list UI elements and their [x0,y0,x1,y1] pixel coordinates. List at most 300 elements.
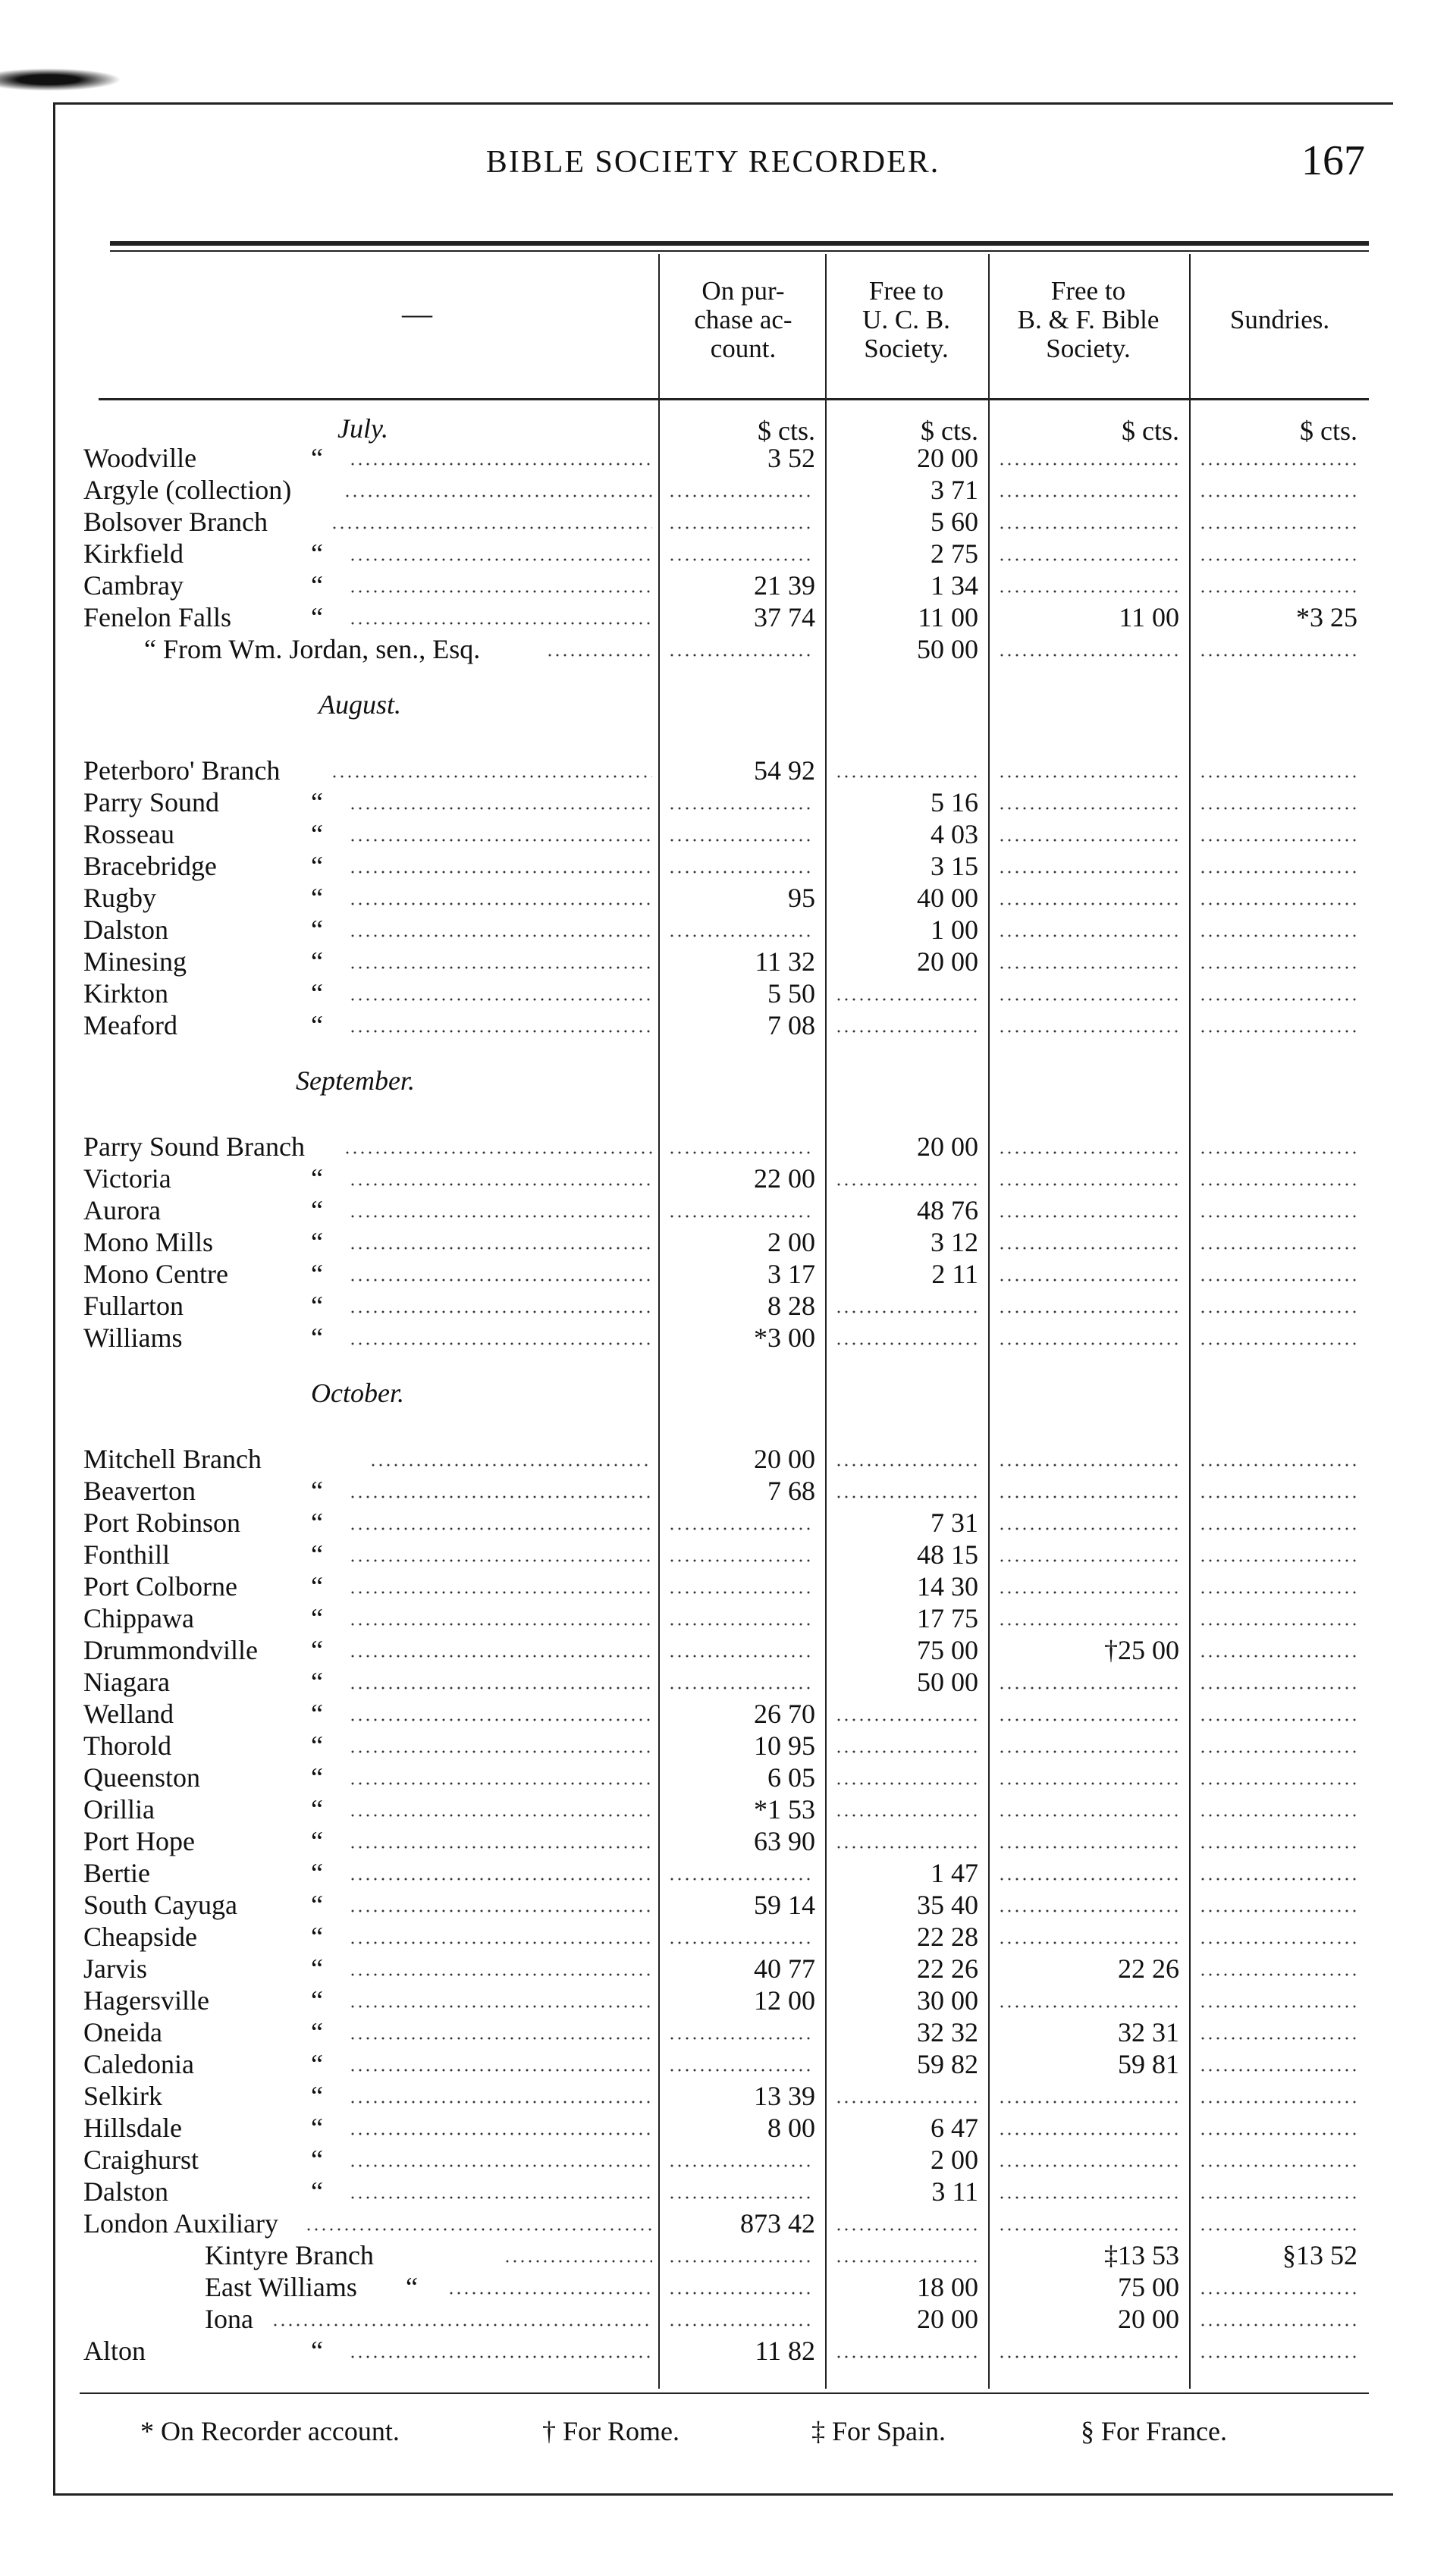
ditto-mark: “ [311,1476,323,1506]
ditto-mark: “ [311,787,323,817]
empty-cell-dots [1199,1559,1361,1562]
place-name: Beaverton [83,1476,196,1506]
empty-cell-dots [1199,1814,1361,1817]
table-row [0,2304,1450,2334]
leader-dots [349,1215,652,1218]
place-name: Bracebridge [83,851,217,881]
amount-cell: 20 00 [917,443,978,473]
empty-cell-dots [1199,1909,1361,1912]
empty-cell-dots [998,1247,1179,1250]
empty-cell-dots [1199,2355,1361,2358]
empty-cell-dots [1199,807,1361,810]
table-row [0,2145,1450,2175]
place-name: Rugby [83,883,157,913]
amount-cell: 2 75 [931,538,978,569]
place-name: Williams [83,1323,183,1353]
table-row [0,1635,1450,1665]
amount-cell: 50 00 [917,634,978,664]
table-row [0,1508,1450,1538]
amount-cell: *1 53 [754,1794,815,1825]
table-row [0,851,1450,881]
ditto-mark: “ [311,1953,323,1984]
ditto-mark: “ [311,1794,323,1825]
table-row [0,978,1450,1009]
empty-cell-dots [998,871,1179,874]
amount-cell: 3 15 [931,851,978,881]
place-name: Kirkfield [83,538,184,569]
empty-cell-dots [835,1464,978,1467]
empty-cell-dots [1199,558,1361,561]
empty-cell-dots [998,807,1179,810]
page-header [53,136,1373,190]
empty-cell-dots [998,1464,1179,1467]
empty-cell-dots [668,871,814,874]
ditto-mark: “ [311,1259,323,1289]
table-row [0,1227,1450,1257]
table-row [0,1699,1450,1729]
empty-cell-dots [835,1342,978,1345]
ditto-mark: “ [311,1730,323,1761]
leader-dots [344,1151,652,1154]
empty-cell-dots [998,1686,1179,1690]
table-row [0,2081,1450,2111]
place-name: Mono Centre [83,1259,228,1289]
amount-cell: 5 50 [767,978,815,1009]
leader-dots [349,1591,652,1594]
table-row [0,2336,1450,2366]
table-row [0,1826,1450,1856]
empty-cell-dots [835,1310,978,1313]
ditto-mark: “ [311,570,323,601]
leader-dots [349,966,652,969]
leader-dots [349,622,652,625]
amount-cell: 32 31 [1118,2017,1179,2047]
empty-cell-dots [1199,2323,1361,2327]
leader-dots [349,2132,652,2135]
empty-cell-dots [668,1623,814,1626]
place-name: Oneida [83,2017,162,2047]
place-name: Fullarton [83,1291,184,1321]
column-header-ucb: Free to U. C. B. Society. [862,276,950,363]
ditto-mark: “ [311,1291,323,1321]
table-row [0,2240,1450,2270]
empty-cell-dots [998,2196,1179,2199]
table-row [0,1794,1450,1825]
empty-cell-dots [998,839,1179,842]
empty-cell-dots [1199,2292,1361,2295]
place-name: Orillia [83,1794,155,1825]
table-row [0,1762,1450,1793]
empty-cell-dots [998,1559,1179,1562]
ditto-mark: “ [311,1858,323,1888]
table-row [0,1163,1450,1194]
amount-cell: 873 42 [740,2208,815,2239]
amount-cell: 1 00 [931,915,978,945]
ditto-mark: “ [311,1603,323,1633]
table-row [0,915,1450,945]
column-headers [0,262,1450,398]
place-name: Bolsover Branch [83,507,268,537]
table-row [0,1476,1450,1506]
ditto-mark: “ [311,1667,323,1697]
leader-dots [349,998,652,1001]
leader-dots [349,1909,652,1912]
amount-cell: 7 31 [931,1508,978,1538]
empty-cell-dots [998,1623,1179,1626]
amount-cell: 2 11 [931,1259,978,1289]
empty-cell-dots [668,1591,814,1594]
empty-cell-dots [998,1814,1179,1817]
empty-cell-dots [1199,1973,1361,1976]
place-name: Minesing [83,946,187,977]
empty-cell-dots [668,1941,814,1944]
empty-cell-dots [998,1846,1179,1849]
empty-cell-dots [1199,1878,1361,1881]
column-header-purchase: On pur- chase ac- count. [694,276,792,363]
empty-cell-dots [668,2164,814,2167]
place-name: Jarvis [83,1953,147,1984]
ditto-mark: “ [311,915,323,945]
amount-cell: 11 00 [1119,602,1179,632]
amount-cell: 11 00 [918,602,978,632]
table-row [0,570,1450,601]
empty-cell-dots [1199,1215,1361,1218]
place-name: Hillsdale [83,2113,182,2143]
empty-cell-dots [998,1878,1179,1881]
table-row [0,2017,1450,2047]
empty-cell-dots [1199,1030,1361,1033]
empty-cell-dots [998,1782,1179,1785]
amount-cell: 10 95 [754,1730,815,1761]
amount-cell: 48 15 [917,1539,978,1570]
place-name: Dalston [83,2176,168,2207]
amount-cell: 63 90 [754,1826,815,1856]
empty-cell-dots [668,1559,814,1562]
empty-cell-dots [998,1909,1179,1912]
table-row [0,1323,1450,1353]
ditto-mark: “ [311,1826,323,1856]
leader-dots [349,1495,652,1498]
header-rule-thick [110,241,1369,246]
empty-cell-dots [998,902,1179,905]
column-header-bfbs: Free to B. & F. Bible Society. [1017,276,1160,363]
empty-cell-dots [1199,463,1361,466]
empty-cell-dots [668,1655,814,1658]
place-name: Peterboro' Branch [83,755,281,786]
leader-dots [349,1559,652,1562]
empty-cell-dots [998,934,1179,937]
empty-cell-dots [998,2355,1179,2358]
leader-dots [349,558,652,561]
empty-cell-dots [668,839,814,842]
leader-dots [344,494,652,497]
table-row [0,1131,1450,1162]
place-name: South Cayuga [83,1890,237,1920]
amount-cell: 22 28 [917,1922,978,1952]
table-row [0,2176,1450,2207]
amount-cell: 3 12 [931,1227,978,1257]
leader-dots [546,654,652,657]
amount-cell: 37 74 [754,602,815,632]
table-row [0,443,1450,473]
ditto-mark: “ [311,2081,323,2111]
header-bottom-rule [99,398,1369,400]
leader-dots [349,1846,652,1849]
table-row [0,1259,1450,1289]
amount-cell: 8 28 [767,1291,815,1321]
table-row [0,2272,1450,2302]
amount-cell: 75 00 [1118,2272,1179,2302]
place-name: Cambray [83,570,184,601]
ditto-mark: “ [311,1010,323,1040]
empty-cell-dots [668,2323,814,2327]
leader-dots [349,2069,652,2072]
table-row [0,946,1450,977]
empty-cell-dots [668,654,814,657]
place-name: “ From Wm. Jordan, sen., Esq. [144,634,481,664]
empty-cell-dots [1199,2228,1361,2231]
empty-cell-dots [668,558,814,561]
month-heading: July. [337,413,388,444]
empty-cell-dots [998,494,1179,497]
place-name: Thorold [83,1730,171,1761]
amount-cell: 8 00 [767,2113,815,2143]
amount-cell: 3 52 [767,443,815,473]
empty-cell-dots [998,1151,1179,1154]
place-name: Craighurst [83,2145,199,2175]
ditto-mark: “ [311,2113,323,2143]
empty-cell-dots [668,2069,814,2072]
leader-dots [349,1183,652,1186]
amount-cell: 6 47 [931,2113,978,2143]
empty-cell-dots [835,1718,978,1721]
empty-cell-dots [668,2260,814,2263]
empty-cell-dots [835,2260,978,2263]
empty-cell-dots [1199,902,1361,905]
ditto-mark: “ [311,443,323,473]
empty-cell-dots [998,1030,1179,1033]
leader-dots [349,2164,652,2167]
leader-dots [349,871,652,874]
empty-cell-dots [1199,2196,1361,2199]
amount-cell: 3 11 [931,2176,978,2207]
amount-cell: 2 00 [767,1227,815,1257]
ditto-mark: “ [311,1635,323,1665]
empty-cell-dots [1199,1591,1361,1594]
unit-label: $ cts. [921,416,978,446]
empty-cell-dots [668,934,814,937]
place-name: Dalston [83,915,168,945]
leader-dots [349,1878,652,1881]
table-row [0,475,1450,505]
empty-cell-dots [998,558,1179,561]
amount-cell: 20 00 [917,946,978,977]
table-row [0,1539,1450,1570]
leader-dots [369,1464,652,1467]
place-name: Kintyre Branch [205,2240,374,2270]
ditto-mark: “ [311,1163,323,1194]
ditto-mark: “ [311,883,323,913]
leader-dots [447,2292,652,2295]
leader-dots [331,526,652,529]
empty-cell-dots [1199,2132,1361,2135]
empty-cell-dots [998,1215,1179,1218]
place-name: Rosseau [83,819,174,849]
place-name: Mitchell Branch [83,1444,262,1474]
ditto-mark: “ [311,2049,323,2079]
place-name: Welland [83,1699,174,1729]
empty-cell-dots [668,807,814,810]
empty-cell-dots [998,2164,1179,2167]
empty-cell-dots [835,1030,978,1033]
leader-dots [349,1814,652,1817]
leader-dots [349,2355,652,2358]
empty-cell-dots [1199,526,1361,529]
empty-cell-dots [1199,871,1361,874]
place-name: Woodville [83,443,197,473]
amount-cell: 40 00 [917,883,978,913]
empty-cell-dots [668,1527,814,1530]
ditto-mark: “ [311,1539,323,1570]
header-rule-thin [110,250,1369,252]
amount-cell: 22 26 [917,1953,978,1984]
empty-cell-dots [668,2292,814,2295]
place-name: Parry Sound [83,787,219,817]
empty-cell-dots [668,1215,814,1218]
place-name: Argyle (collection) [83,475,292,505]
amount-cell: 21 39 [754,570,815,601]
empty-cell-dots [668,1686,814,1690]
table-row [0,1667,1450,1697]
ditto-mark: “ [311,1195,323,1225]
amount-cell: 11 32 [755,946,815,977]
leader-dots [349,1655,652,1658]
place-name: Drummondville [83,1635,258,1665]
amount-cell: 3 71 [931,475,978,505]
empty-cell-dots [1199,1310,1361,1313]
table-row [0,602,1450,632]
amount-cell: 20 00 [917,1131,978,1162]
table-row [0,819,1450,849]
table-row [0,538,1450,569]
ditto-mark: “ [311,602,323,632]
place-name: Meaford [83,1010,177,1040]
table-row [0,1010,1450,1040]
leader-dots [504,2260,652,2263]
ditto-mark: “ [311,2145,323,2175]
leader-dots [349,1310,652,1313]
amount-cell: 20 00 [754,1444,815,1474]
table-row [0,1985,1450,2016]
leader-dots [349,1941,652,1944]
place-name: Mono Mills [83,1227,214,1257]
month-heading: August. [319,689,402,720]
empty-cell-dots [668,2196,814,2199]
ditto-mark: “ [311,2017,323,2047]
amount-cell: 14 30 [917,1571,978,1602]
empty-cell-dots [1199,1527,1361,1530]
leader-dots [349,1279,652,1282]
amount-cell: ‡13 53 [1104,2240,1179,2270]
place-name: Chippawa [83,1603,194,1633]
table-row [0,1571,1450,1602]
ditto-mark: “ [311,1890,323,1920]
amount-cell: 40 77 [754,1953,815,1984]
column-header-sundries: Sundries. [1229,305,1330,334]
empty-cell-dots [998,1342,1179,1345]
amount-cell: 30 00 [917,1985,978,2016]
amount-cell: 54 92 [754,755,815,786]
place-name: Hagersville [83,1985,209,2016]
place-name: Fenelon Falls [83,602,231,632]
amount-cell: 11 82 [755,2336,815,2366]
amount-cell: 50 00 [917,1667,978,1697]
place-name: Port Hope [83,1826,195,1856]
empty-cell-dots [1199,1846,1361,1849]
place-name: Port Colborne [83,1571,237,1602]
place-name: Queenston [83,1762,200,1793]
month-heading: September. [296,1065,415,1096]
empty-cell-dots [1199,775,1361,778]
empty-cell-dots [998,775,1179,778]
empty-cell-dots [835,2355,978,2358]
empty-cell-dots [998,2101,1179,2104]
empty-cell-dots [1199,1750,1361,1753]
empty-cell-dots [835,1782,978,1785]
leader-dots [271,2323,652,2327]
amount-cell: 95 [788,883,815,913]
units-row [0,416,1450,446]
table-row [0,787,1450,817]
empty-cell-dots [835,1750,978,1753]
empty-cell-dots [1199,654,1361,657]
table-row [0,1291,1450,1321]
empty-cell-dots [1199,1183,1361,1186]
amount-cell: 26 70 [754,1699,815,1729]
place-name: Cheapside [83,1922,197,1952]
empty-cell-dots [1199,2101,1361,2104]
table-row [0,2049,1450,2079]
empty-cell-dots [1199,998,1361,1001]
empty-cell-dots [1199,494,1361,497]
table-row [0,755,1450,786]
empty-cell-dots [998,966,1179,969]
ditto-mark: “ [311,1508,323,1538]
amount-cell: 32 32 [917,2017,978,2047]
place-name: Kirkton [83,978,168,1009]
empty-cell-dots [1199,934,1361,937]
leader-dots [349,2101,652,2104]
leader-dots [349,2005,652,2008]
amount-cell: 5 60 [931,507,978,537]
ditto-mark: “ [311,1571,323,1602]
table-row [0,1603,1450,1633]
empty-cell-dots [998,590,1179,593]
empty-cell-dots [998,1527,1179,1530]
empty-cell-dots [668,494,814,497]
page-number: 167 [1301,137,1365,184]
leader-dots [349,1750,652,1753]
empty-cell-dots [835,2228,978,2231]
ditto-mark: “ [311,978,323,1009]
table-row [0,1444,1450,1474]
amount-cell: *3 00 [754,1323,815,1353]
column-header-name: — [402,297,432,331]
place-name: London Auxiliary [83,2208,278,2239]
table-row [0,1195,1450,1225]
ditto-mark: “ [311,819,323,849]
empty-cell-dots [1199,1782,1361,1785]
